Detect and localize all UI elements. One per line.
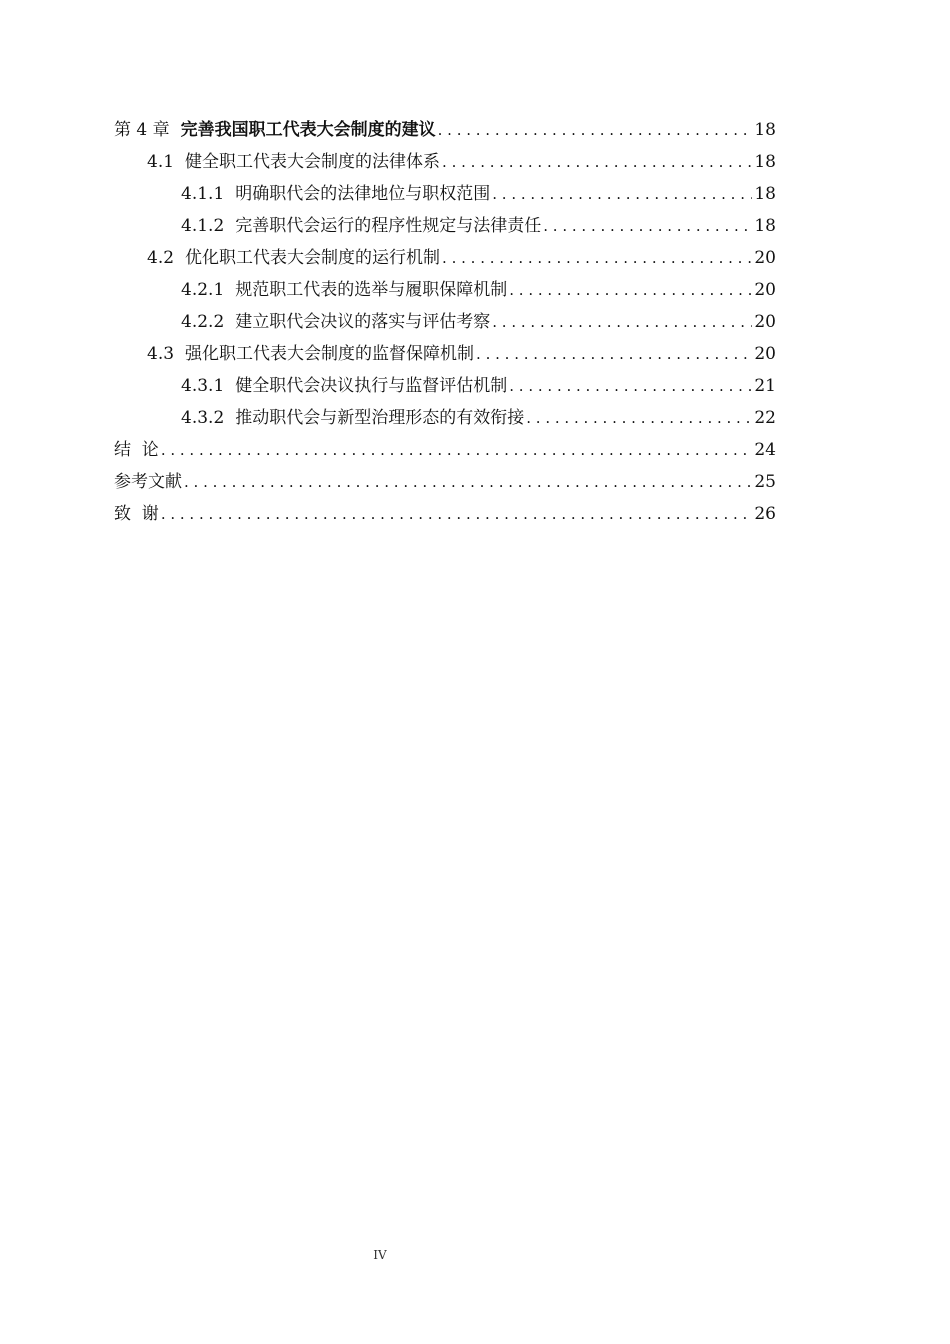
toc-entry-title: 健全职代会决议执行与监督评估机制 [235,376,508,396]
dot-leader [543,210,752,242]
dot-leader [438,114,752,146]
toc-entry-title: 致 谢 [114,504,159,524]
toc-entry-4-3-2[interactable] [114,402,776,434]
toc-entry-number: 4.2 [147,248,175,268]
toc-entry-conclusion[interactable] [114,434,776,466]
toc-entry-references[interactable] [114,466,776,498]
toc-entry-page: 21 [754,376,776,396]
toc-entry-page: 20 [754,344,776,364]
toc-entry-title: 完善职代会运行的程序性规定与法律责任 [235,216,542,236]
toc-entry-page: 22 [754,408,776,428]
toc-entry-4-1-1[interactable] [114,178,776,210]
table-of-contents [114,114,776,530]
toc-entry-page: 20 [754,312,776,332]
toc-entry-title: 强化职工代表大会制度的监督保障机制 [185,344,475,364]
toc-entry-number: 4.1.1 [181,184,225,204]
toc-entry-number: 第 4 章 [114,120,170,140]
dot-leader [476,338,752,370]
toc-entry-title: 优化职工代表大会制度的运行机制 [185,248,441,268]
dot-leader [161,498,752,530]
dot-leader [442,242,752,274]
toc-entry-4-3-1[interactable] [114,370,776,402]
toc-entry-title: 完善我国职工代表大会制度的建议 [180,120,436,140]
toc-entry-acknowledgements[interactable] [114,498,776,530]
dot-leader [492,178,752,210]
toc-entry-number: 4.2.1 [181,280,225,300]
dot-leader [492,306,752,338]
toc-entry-page: 25 [754,472,776,492]
toc-entry-title: 建立职代会决议的落实与评估考察 [235,312,491,332]
toc-entry-title: 参考文献 [114,472,182,492]
toc-entry-4-3[interactable] [114,338,776,370]
toc-entry-page: 20 [754,280,776,300]
toc-entry-4-2-1[interactable] [114,274,776,306]
dot-leader [526,402,752,434]
dot-leader [509,370,752,402]
toc-entry-title: 结 论 [114,440,159,460]
toc-entry-number: 4.3 [147,344,175,364]
toc-entry-title: 明确职代会的法律地位与职权范围 [235,184,491,204]
toc-entry-page: 18 [754,152,776,172]
dot-leader [184,466,752,498]
toc-entry-4-1-2[interactable] [114,210,776,242]
dot-leader [442,146,752,178]
toc-entry-number: 4.3.1 [181,376,225,396]
toc-entry-number: 4.1 [147,152,175,172]
page-number-footer [0,1248,950,1262]
toc-entry-title: 健全职工代表大会制度的法律体系 [185,152,441,172]
toc-entry-page: 24 [754,440,776,460]
dot-leader [509,274,752,306]
toc-entry-page: 18 [754,216,776,236]
toc-entry-page: 18 [754,184,776,204]
toc-entry-4-2-2[interactable] [114,306,776,338]
toc-entry-chapter-4[interactable] [114,114,776,146]
toc-entry-number: 4.1.2 [181,216,225,236]
toc-entry-page: 18 [754,120,776,140]
dot-leader [161,434,752,466]
toc-entry-number: 4.2.2 [181,312,225,332]
toc-entry-4-1[interactable] [114,146,776,178]
toc-entry-title: 规范职工代表的选举与履职保障机制 [235,280,508,300]
toc-entry-page: 26 [754,504,776,524]
toc-entry-number: 4.3.2 [181,408,225,428]
toc-entry-page: 20 [754,248,776,268]
page-number: IV [373,1248,387,1262]
toc-entry-title: 推动职代会与新型治理形态的有效衔接 [235,408,525,428]
toc-entry-4-2[interactable] [114,242,776,274]
